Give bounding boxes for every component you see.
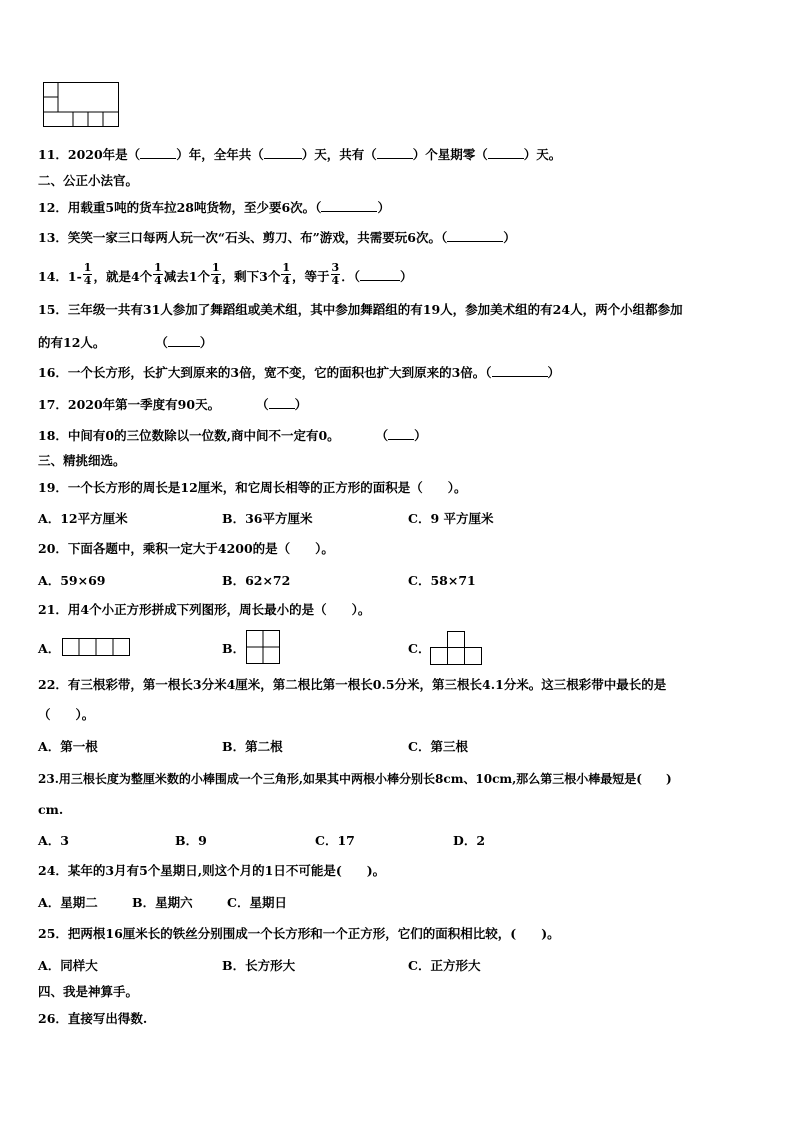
q24-option-a[interactable]: A．星期二 — [38, 895, 98, 910]
question-16: 16．一个长方形，长扩大到原来的3倍，宽不变，它的面积也扩大到原来的3倍。（ ） — [38, 365, 561, 380]
q20-option-c[interactable]: C．58×71 — [408, 573, 476, 588]
q21-option-c[interactable]: C． — [408, 641, 431, 656]
q21-figure-b-square-grid — [246, 630, 282, 666]
q19-option-c[interactable]: C．9 平方厘米 — [408, 511, 494, 526]
q21-figure-a-row-of-squares — [62, 638, 132, 658]
grid-figure — [43, 82, 121, 128]
question-17: 17．2020年第一季度有90天。 （ ） — [38, 397, 308, 412]
q19-option-b[interactable]: B．36平方厘米 — [222, 511, 313, 526]
question-22-line-2: （ ）。 — [38, 707, 95, 722]
section-3-heading: 三、精挑细选。 — [38, 453, 126, 468]
q21-figure-c-t-shape — [430, 631, 486, 667]
q22-option-c[interactable]: C．第三根 — [408, 739, 468, 754]
question-19: 19．一个长方形的周长是12厘米，和它周长相等的正方形的面积是（ ）。 — [38, 480, 467, 495]
question-15-line-2: 的有12人。 （ ） — [38, 335, 213, 350]
fraction: $\frac{1}{4}$ — [282, 261, 291, 287]
question-23-line-2: cm. — [38, 802, 64, 817]
question-18: 18．中间有0的三位数除以一位数,商中间不一定有0。 （ ） — [38, 428, 427, 443]
fraction: $\frac{1}{4}$ — [212, 261, 220, 287]
question-26: 26．直接写出得数. — [38, 1011, 148, 1026]
q20-option-b[interactable]: B．62×72 — [222, 573, 291, 588]
q25-option-c[interactable]: C．正方形大 — [408, 958, 481, 973]
q24-option-b[interactable]: B．星期六 — [132, 895, 193, 910]
q25-option-b[interactable]: B．长方形大 — [222, 958, 296, 973]
q21-option-b[interactable]: B． — [222, 641, 246, 656]
question-11: 11．2020年是（ ）年，全年共（ ）天，共有（ ）个星期零（ ）天。 — [38, 147, 562, 162]
question-15-line-1: 15．三年级一共有31人参加了舞蹈组或美术组，其中参加舞蹈组的有19人，参加美术组的有24人，两个小组都参加 — [38, 302, 683, 317]
question-13: 13．笑笑一家三口每两人玩一次“石头、剪刀、布”游戏，共需要玩6次。（ ） — [38, 230, 516, 245]
q23-option-d[interactable]: D．2 — [453, 833, 486, 848]
section-2-heading: 二、公正小法官。 — [38, 173, 139, 188]
q25-option-a[interactable]: A．同样大 — [38, 958, 98, 973]
question-14: 14．1- $\frac{1}{4}$ ，就是4个 $\frac{1}{4}$ 减去1个 $\frac{1}{4}$ ，剩下3个 $\frac{1}{4}$ ，等于 $\frac{3}{4}$ ．（ ） — [38, 261, 413, 287]
q21-option-a[interactable]: A． — [38, 641, 61, 656]
q22-option-a[interactable]: A．第一根 — [38, 739, 98, 754]
question-24: 24．某年的3月有5个星期日,则这个月的1日不可能是( )。 — [38, 863, 386, 878]
q20-option-a[interactable]: A．59×69 — [38, 573, 106, 588]
question-23-line-1: 23.用三根长度为整厘米数的小棒围成一个三角形,如果其中两根小棒分别长8cm、10cm,那么第三根小棒最短是( ) — [38, 772, 672, 786]
question-20: 20．下面各题中，乘积一定大于4200的是（ ）。 — [38, 541, 334, 556]
q23-option-a[interactable]: A．3 — [38, 833, 69, 848]
fraction: $\frac{3}{4}$ — [331, 261, 340, 287]
question-22-line-1: 22．有三根彩带，第一根长3分米4厘米，第二根比第一根长0.5分米，第三根长4.1分米。这三根彩带中最长的是 — [38, 677, 667, 692]
section-4-heading: 四、我是神算手。 — [38, 984, 139, 999]
question-25: 25．把两根16厘米长的铁丝分别围成一个长方形和一个正方形，它们的面积相比较，( )。 — [38, 926, 560, 941]
fraction: $\frac{1}{4}$ — [154, 261, 162, 287]
q24-option-c[interactable]: C．星期日 — [227, 895, 287, 910]
q19-option-a[interactable]: A．12平方厘米 — [38, 511, 128, 526]
question-12: 12．用载重5吨的货车拉28吨货物，至少要6次。（ ） — [38, 200, 390, 215]
fraction: $\frac{1}{4}$ — [83, 261, 92, 287]
q23-option-b[interactable]: B．9 — [175, 833, 207, 848]
q22-option-b[interactable]: B．第二根 — [222, 739, 283, 754]
q23-option-c[interactable]: C．17 — [315, 833, 355, 848]
question-21: 21．用4个小正方形拼成下列图形，周长最小的是（ ）。 — [38, 602, 371, 617]
